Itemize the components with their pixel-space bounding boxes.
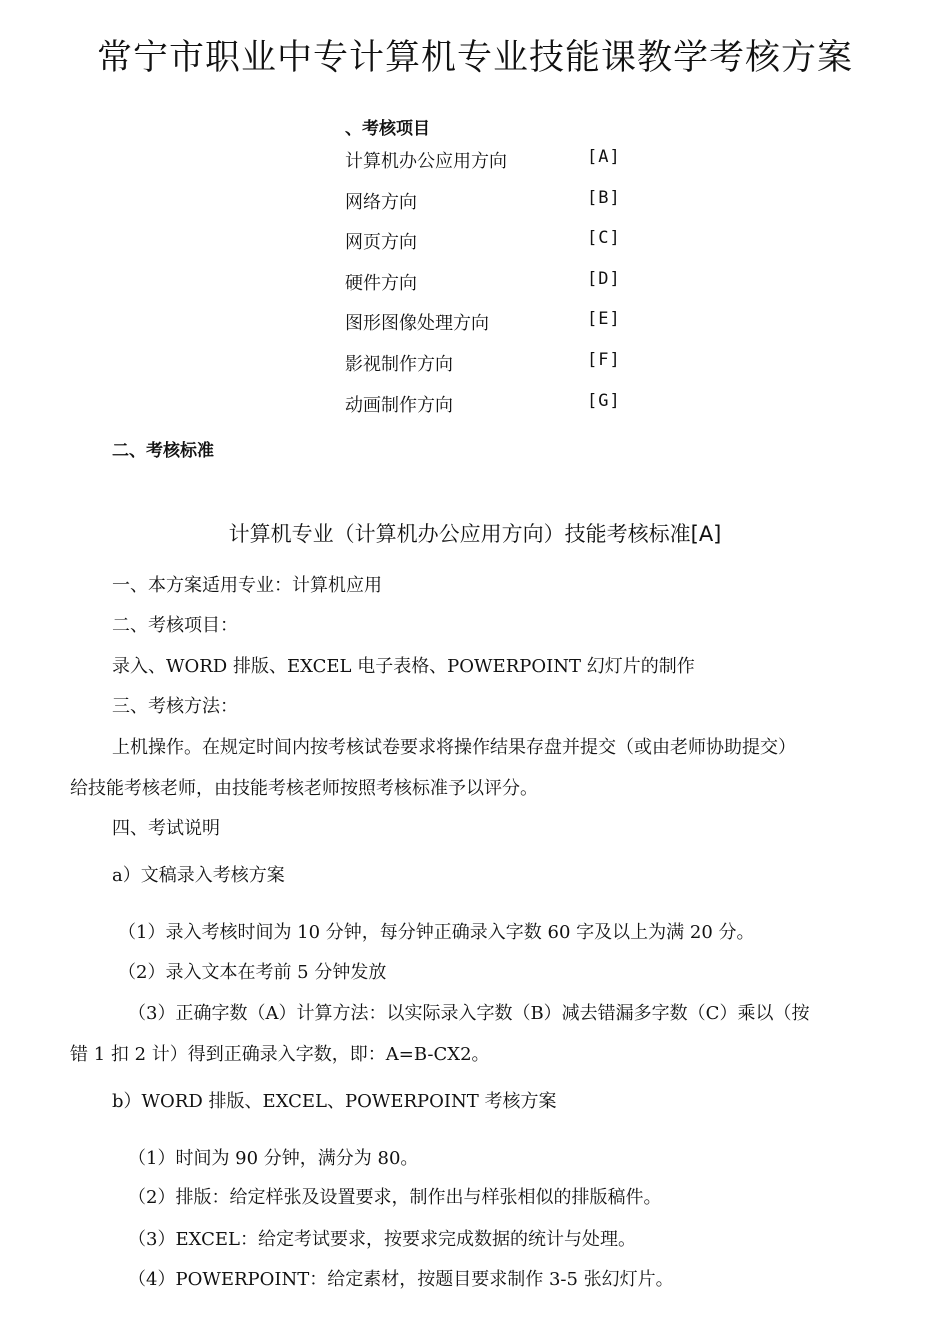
project-item bbox=[345, 309, 645, 350]
project-name: 图形图像处理方向 bbox=[345, 313, 489, 335]
project-code: [F] bbox=[587, 349, 621, 370]
project-name: 影视制作方向 bbox=[345, 353, 453, 375]
project-name: 计算机办公应用方向 bbox=[345, 151, 507, 172]
office-plan-heading: b）WORD 排版、EXCEL、POWERPOINT 考核方案 bbox=[112, 1091, 557, 1112]
project-item bbox=[345, 391, 645, 432]
project-code: [B] bbox=[587, 187, 621, 208]
page-title: 常宁市职业中专计算机专业技能课教学考核方案 bbox=[96, 38, 853, 78]
typing-rule-1: （1）录入考核时间为 10 分钟，每分钟正确录入字数 60 字及以上为满 20 分。 bbox=[118, 922, 755, 943]
standard-title: 计算机专业（计算机办公应用方向）技能考核标准[A] bbox=[228, 522, 722, 546]
project-code: [D] bbox=[587, 268, 621, 289]
typing-rule-3-line-1: （3）正确字数（A）计算方法：以实际录入字数（B）减去错漏多字数（C）乘以（按 bbox=[128, 1003, 810, 1024]
paragraph-exam-items: 录入、WORD 排版、EXCEL 电子表格、POWERPOINT 幻灯片的制作 bbox=[112, 656, 695, 677]
project-list bbox=[345, 147, 645, 431]
paragraph-applicable-major: 一、本方案适用专业：计算机应用 bbox=[112, 575, 382, 596]
project-name: 动画制作方向 bbox=[345, 394, 453, 416]
project-code: [G] bbox=[587, 390, 621, 411]
typing-rule-3-line-2: 错 1 扣 2 计）得到正确录入字数，即：A=B-CX2。 bbox=[70, 1044, 490, 1065]
typing-plan-heading: a）文稿录入考核方案 bbox=[112, 865, 285, 886]
project-item bbox=[345, 269, 645, 310]
project-code: [A] bbox=[587, 147, 621, 167]
project-code: [C] bbox=[587, 228, 621, 249]
project-item bbox=[345, 147, 645, 188]
paragraph-exam-notes-heading: 四、考试说明 bbox=[112, 818, 220, 839]
project-code: [E] bbox=[587, 309, 621, 330]
project-item bbox=[345, 188, 645, 229]
typing-rule-2: （2）录入文本在考前 5 分钟发放 bbox=[118, 962, 387, 983]
project-item bbox=[345, 350, 645, 391]
project-item bbox=[345, 228, 645, 269]
office-rule-4: （4）POWERPOINT：给定素材，按题目要求制作 3-5 张幻灯片。 bbox=[128, 1269, 674, 1290]
office-rule-1: （1）时间为 90 分钟，满分为 80。 bbox=[128, 1148, 419, 1169]
section-2-heading: 二、考核标准 bbox=[112, 441, 214, 461]
paragraph-exam-method-heading: 三、考核方法： bbox=[112, 696, 238, 717]
paragraph-exam-items-heading: 二、考核项目： bbox=[112, 615, 238, 636]
project-name: 网络方向 bbox=[345, 191, 417, 213]
paragraph-exam-method-line-1: 上机操作。在规定时间内按考核试卷要求将操作结果存盘并提交（或由老师协助提交） bbox=[112, 737, 796, 758]
paragraph-exam-method-line-2: 给技能考核老师，由技能考核老师按照考核标准予以评分。 bbox=[70, 778, 538, 799]
office-rule-3: （3）EXCEL：给定考试要求，按要求完成数据的统计与处理。 bbox=[128, 1229, 636, 1250]
project-name: 硬件方向 bbox=[345, 272, 417, 294]
project-name: 网页方向 bbox=[345, 232, 417, 254]
office-rule-2: （2）排版：给定样张及设置要求，制作出与样张相似的排版稿件。 bbox=[128, 1187, 662, 1208]
section-1-heading: 、考核项目 bbox=[345, 119, 430, 139]
